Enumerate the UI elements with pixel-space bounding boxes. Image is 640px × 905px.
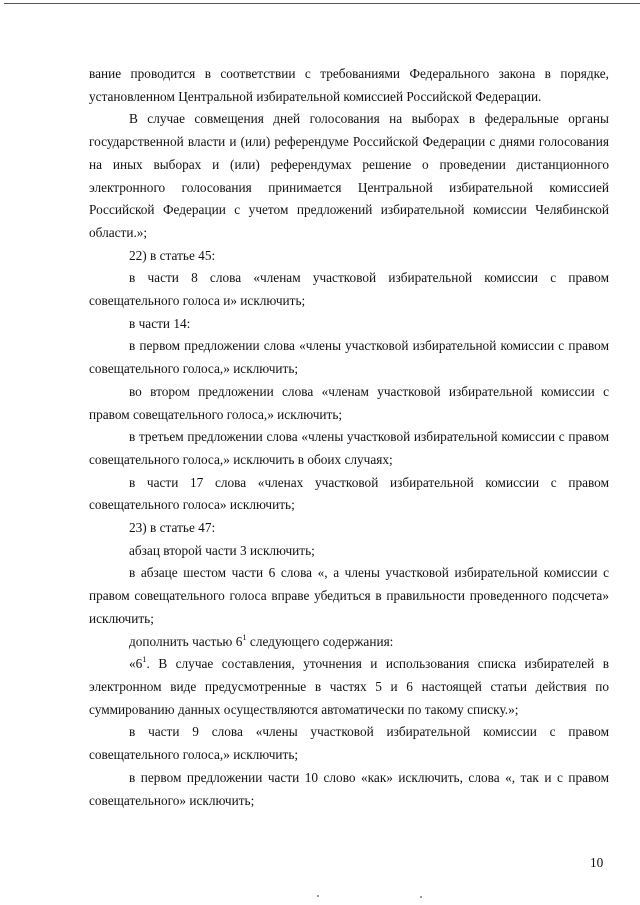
paragraph-4: в части 8 слова «членам участковой избирательной комиссии с правом совещательного голоса и» исключить;: [89, 270, 609, 309]
paragraph-3: 22) в статье 45:: [129, 247, 216, 263]
paragraph-14-rest: . В случае составления, уточнения и использования списка избирателей в электронном виде предусмотренные в частях 5 и 6 настоящей статьи действия по суммированию данных осуществляются автоматически по такому списку.»;: [89, 656, 609, 717]
document-body: [89, 63, 609, 812]
scan-artifact: [420, 896, 422, 898]
paragraph-13-rest: следующего содержания:: [246, 633, 394, 649]
paragraph-9: в части 17 слова «членах участковой избирательной комиссии с правом совещательного голоса» исключить;: [89, 474, 609, 513]
paragraph-5: в части 14:: [129, 315, 191, 331]
scan-artifact: [317, 895, 319, 897]
paragraph-1: вание проводится в соответствии с требованиями Федерального закона в порядке, установленном Центральной избирательной комиссией Российской Федерации.: [89, 66, 609, 104]
top-rule: [4, 3, 640, 4]
paragraph-12: в абзаце шестом части 6 слова «, а члены участковой избирательной комиссии с правом совещательного голоса вправе убедиться в правильности проведенного подсчета» исключить;: [89, 565, 609, 626]
paragraph-14: [89, 653, 609, 721]
paragraph-6: в первом предложении слова «члены участковой избирательной комиссии с правом совещательного голоса,» исключить;: [89, 338, 609, 377]
paragraph-8: в третьем предложении слова «члены участковой избирательной комиссии с правом совещательного голоса,» исключить в обоих случаях;: [89, 429, 609, 467]
superscript-1: 1: [242, 631, 247, 642]
paragraph-16: в первом предложении части 10 слово «как» исключить, слова «, так и с правом совещательного» исключить;: [89, 769, 609, 808]
paragraph-7: во втором предложении слова «членам участковой избирательной комиссии с правом совещательного голоса,» исключить;: [89, 383, 609, 422]
superscript-1: 1: [142, 654, 147, 665]
paragraph-14-text: «6: [129, 656, 143, 672]
paragraph-11: абзац второй части 3 исключить;: [129, 542, 315, 558]
page-number: 10: [590, 855, 604, 870]
paragraph-13: [89, 631, 609, 654]
paragraph-10: 23) в статье 47:: [129, 520, 216, 536]
paragraph-13-text: дополнить частью 6: [129, 633, 243, 649]
paragraph-15: в части 9 слова «члены участковой избирательной комиссии с правом совещательного голоса,» исключить;: [89, 724, 609, 763]
paragraph-2: В случае совмещения дней голосования на выборах в федеральные органы государственной власти и (или) референдуме Российской Федерации с днями голосования на иных выборах и (или) референдумах решение о проведении дистанционного электронного голосования принимается Центральной избирательной комиссией Российской Федерации с учетом предложений избирательной комиссии Челябинской области.»;: [89, 111, 609, 240]
